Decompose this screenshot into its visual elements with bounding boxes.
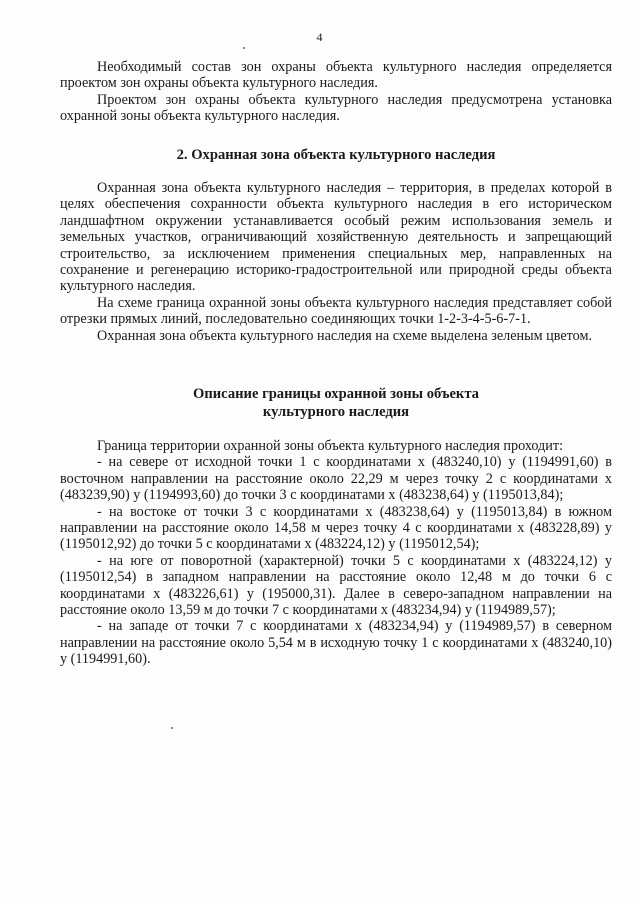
page-number: 4 (316, 30, 323, 44)
boundary-paragraph: - на западе от точки 7 с координатами х (483234,94) у (1194989,57) в северном направлении на расстояние около 5,54 м в исходную точку 1 с координатами х (483240,10) у (1194991,60). (60, 618, 612, 668)
intro-text (60, 59, 612, 125)
boundary-text (60, 438, 612, 668)
scan-speck (171, 727, 173, 729)
boundary-heading-line2: культурного наследия (262, 404, 410, 420)
section-paragraph: Охранная зона объекта культурного наследия – территория, в пределах которой в целях обеспечения сохранности объекта культурного наследия в его историческом ландшафтном окружении устанавливается особый режим использования земель и земельных участков, ограничивающий хозяйственную деятельность и запрещающий строительство, за исключением применения специальных мер, направленных на сохранение и регенерацию историко-градостроительной или природной среды объекта культурного наследия. (60, 180, 612, 295)
boundary-paragraph: - на востоке от точки 3 с координатами х (483238,64) у (1195013,84) в южном направлении на расстояние около 14,58 м через точку 4 с координатами х (483228,89) у (1195012,92) до точки 5 с координатами х (483224,12) у (1195012,54); (60, 503, 612, 553)
intro-paragraph: Необходимый состав зон охраны объекта культурного наследия определяется проектом зон охраны объекта культурного наследия. (60, 59, 612, 92)
boundary-heading-line1: Описание границы охранной зоны объекта (193, 386, 479, 402)
boundary-paragraph: - на юге от поворотной (характерной) точки 5 с координатами х (483224,12) у (1195012,54) в западном направлении на расстояние около 12,48 м до точки 6 с координатами х (483226,61) у (195000,31). Далее в северо-западном направлении на расстояние около 13,59 м до точки 7 с координатами х (483234,94) у (1194989,57); (60, 552, 612, 619)
section-paragraph: На схеме граница охранной зоны объекта культурного наследия представляет собой отрезки прямых линий, последовательно соединяющих точки 1-2-3-4-5-6-7-1. (60, 294, 612, 328)
section-paragraph: Охранная зона объекта культурного наследия на схеме выделена зеленым цветом. (97, 327, 593, 344)
boundary-paragraph: - на севере от исходной точки 1 с координатами х (483240,10) у (1194991,60) в восточном направлении на расстояние около 22,29 м через точку 2 с координатами х (483239,90) у (1194993,60) до точки 3 с координатами х (483238,64) у (1195013,84); (60, 454, 612, 504)
section-2-text (60, 180, 612, 344)
boundary-paragraph: Граница территории охранной зоны объекта культурного наследия проходит: (97, 438, 564, 454)
section-2-heading: 2. Охранная зона объекта культурного наследия (176, 147, 496, 163)
scan-speck (243, 47, 245, 49)
boundary-heading (60, 385, 612, 421)
intro-paragraph: Проектом зон охраны объекта культурного наследия предусмотрена установка охранной зоны объекта культурного наследия. (60, 91, 612, 125)
